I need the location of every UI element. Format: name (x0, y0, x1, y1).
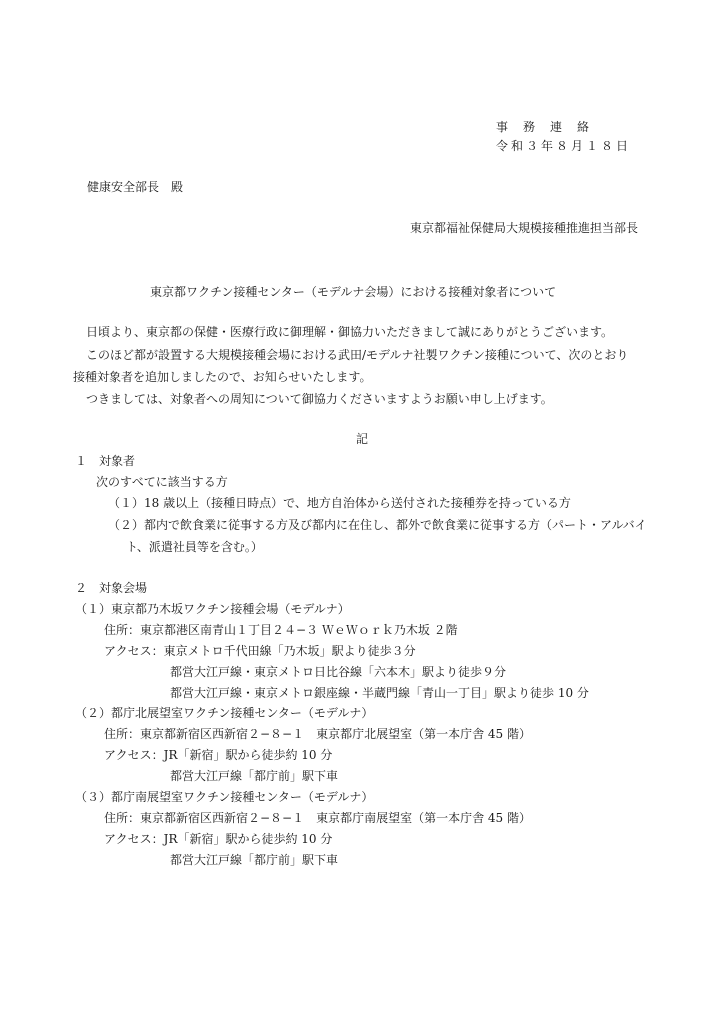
venue-2-access-1: アクセス：JR「新宿」駅から徒歩約 10 分 (104, 748, 333, 762)
sender: 東京都福祉保健局大規模接種推進担当部長 (410, 221, 639, 235)
venue-3-address: 住所：東京都新宿区西新宿２−８−１ 東京都庁南展望室（第一本庁舎 45 階） (104, 811, 532, 825)
recipient: 健康安全部長 殿 (87, 180, 184, 194)
venue-3-access-2: 都営大江戸線「都庁前」駅下車 (170, 853, 339, 867)
section1-lead: 次のすべてに該当する方 (96, 475, 228, 489)
venue-2-name: （２）都庁北展望室ワクチン接種センター（モデルナ） (75, 706, 374, 720)
intro-line-2: このほど都が設置する大規模接種会場における武田/モデルナ社製ワクチン接種について、次のとおり (86, 348, 629, 362)
section1-heading: １ 対象者 (75, 454, 136, 468)
doc-type: 事務連絡 (496, 120, 605, 134)
venue-1-access-1: アクセス：東京メトロ千代田線「乃木坂」駅より徒歩３分 (104, 644, 416, 658)
section2-heading: ２ 対象会場 (75, 581, 148, 595)
intro-line-1: 日頃より、東京都の保健・医療行政に御理解・御協力いただきまして誠にありがとうございます。 (86, 325, 614, 339)
section1-item-1: （１）18 歳以上（接種日時点）で、地方自治体から送付された接種券を持っている方 (108, 496, 571, 510)
venue-2-address: 住所：東京都新宿区西新宿２−８−１ 東京都庁北展望室（第一本庁舎 45 階） (104, 727, 532, 741)
doc-date: 令和３年８月１８日 (496, 139, 632, 153)
section1-item-2-cont: ト、派遣社員等を含む。） (126, 540, 263, 554)
section1-item-2: （２）都内で飲食業に従事する方及び都内に在住し、都外で飲食業に従事する方（パート・アルバイ (108, 518, 647, 532)
venue-1-name: （１）東京都乃木坂ワクチン接種会場（モデルナ） (75, 602, 350, 616)
intro-line-3: 接種対象者を追加しましたので、お知らせいたします。 (73, 370, 372, 384)
venue-3-name: （３）都庁南展望室ワクチン接種センター（モデルナ） (75, 790, 374, 804)
intro-line-4: つきましては、対象者への周知について御協力くださいますようお願い申し上げます。 (86, 392, 553, 406)
venue-3-access-1: アクセス：JR「新宿」駅から徒歩約 10 分 (104, 832, 333, 846)
venue-2-access-2: 都営大江戸線「都庁前」駅下車 (170, 769, 339, 783)
document-title: 東京都ワクチン接種センター（モデルナ会場）における接種対象者について (150, 285, 557, 299)
venue-1-access-2: 都営大江戸線・東京メトロ日比谷線「六本木」駅より徒歩９分 (170, 665, 507, 679)
venue-1-access-3: 都営大江戸線・東京メトロ銀座線・半蔵門線「青山一丁目」駅より徒歩 10 分 (170, 686, 589, 700)
ki-marker: 記 (356, 432, 369, 446)
venue-1-address: 住所：東京都港区南青山１丁目２４−３ ＷｅＷｏｒｋ乃木坂 ２階 (104, 623, 458, 637)
